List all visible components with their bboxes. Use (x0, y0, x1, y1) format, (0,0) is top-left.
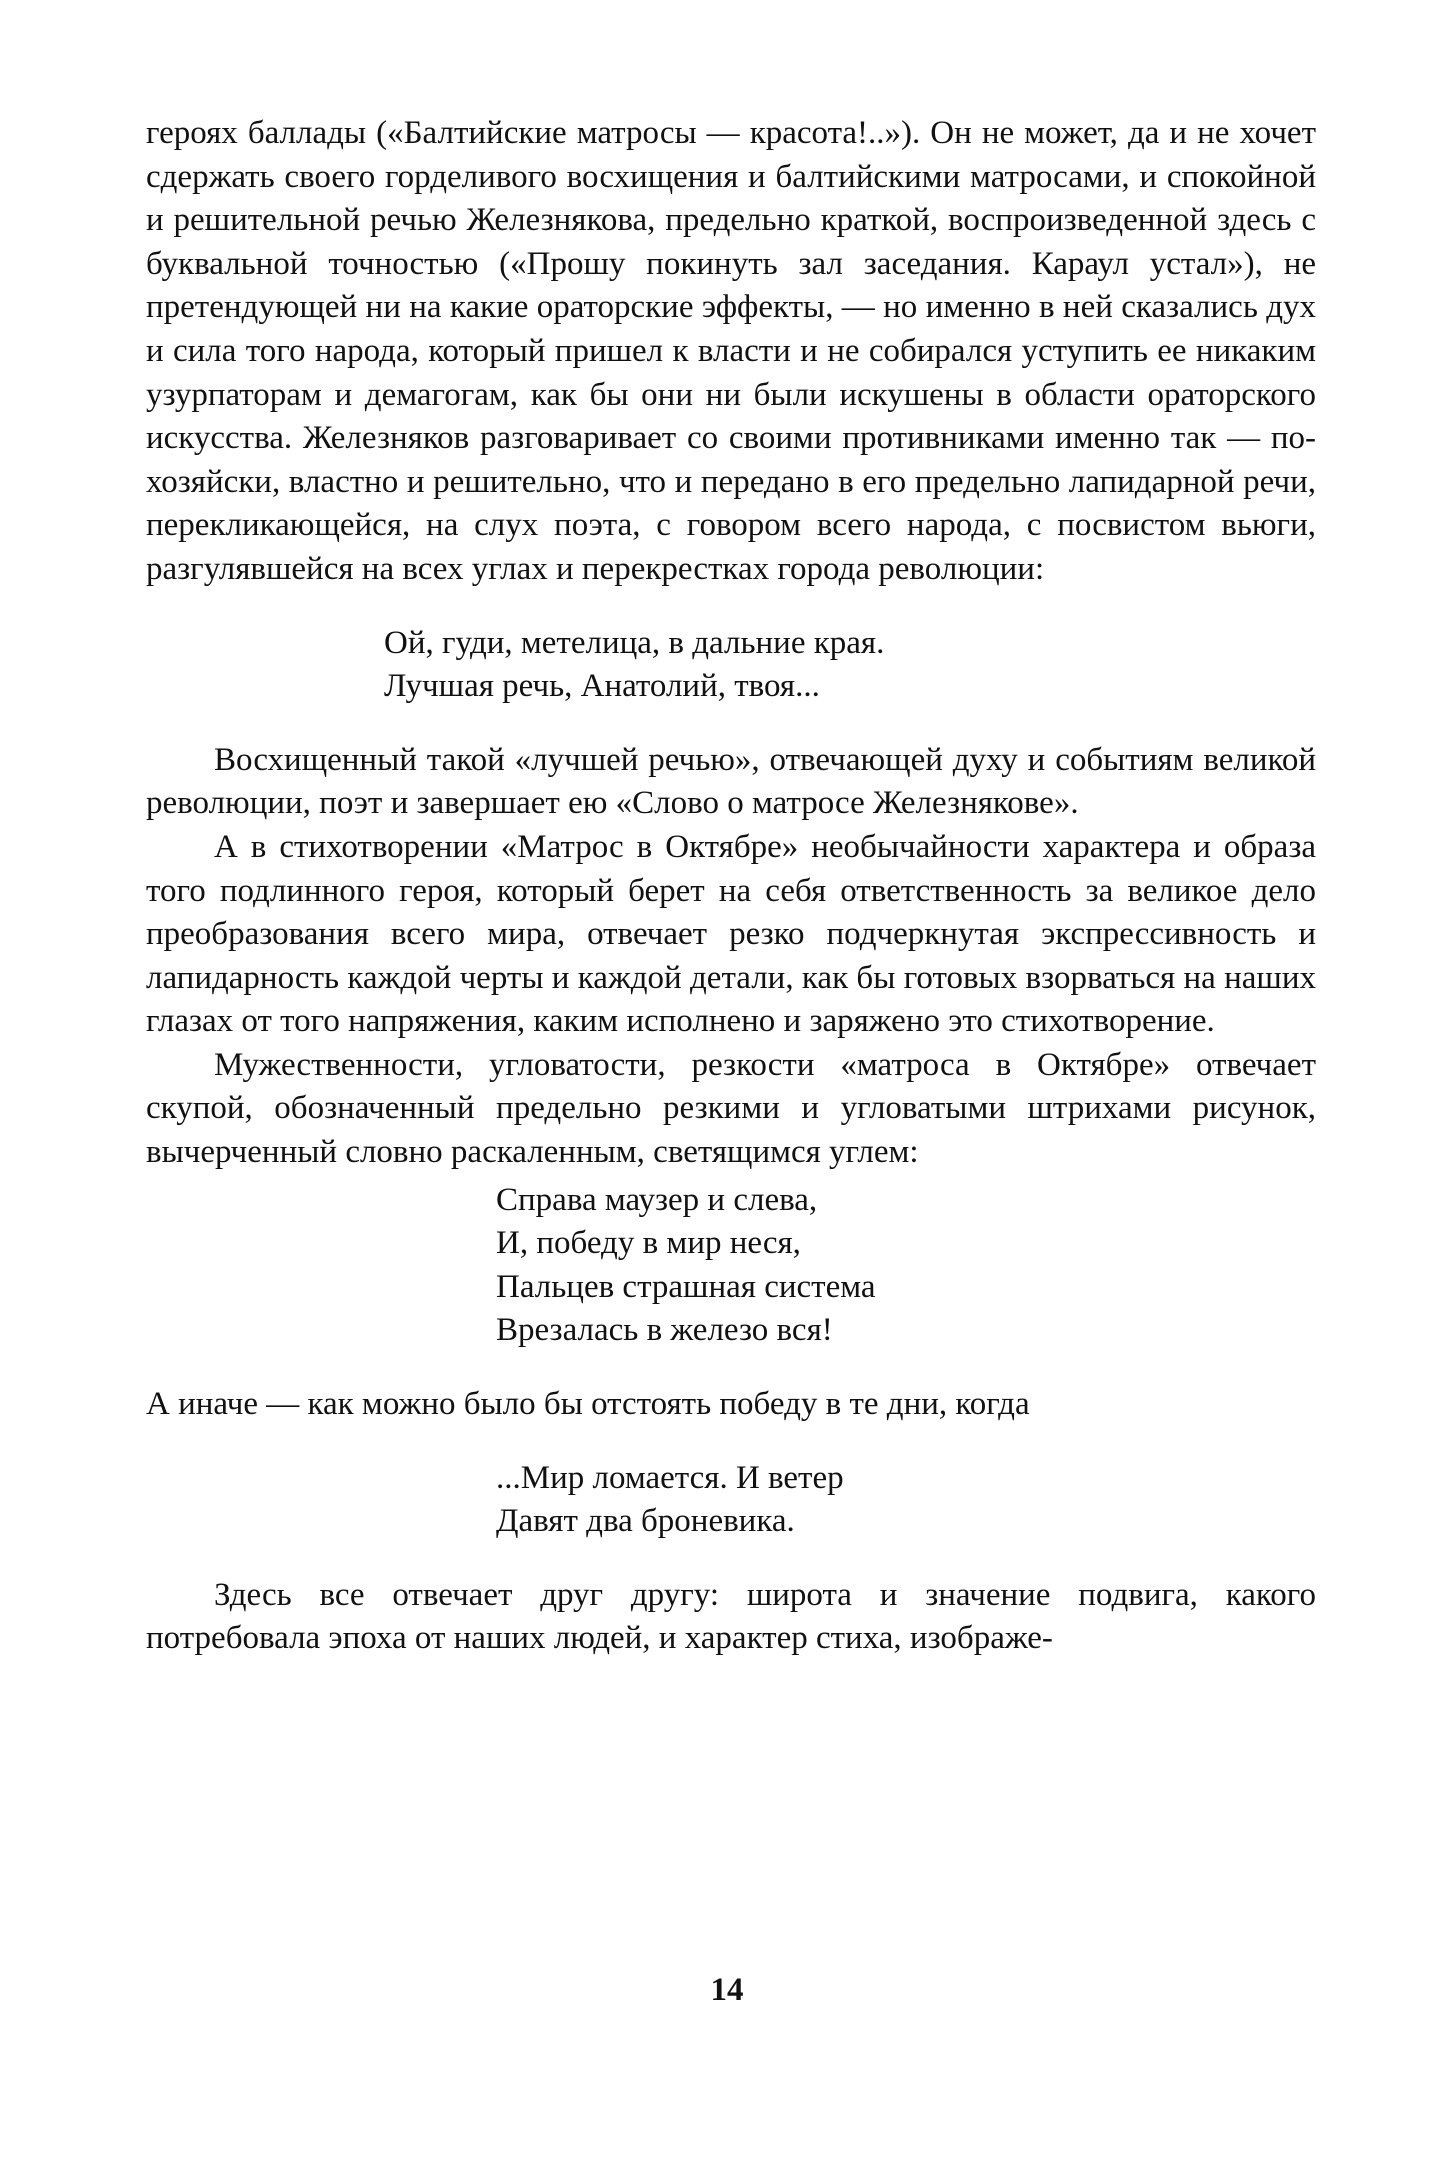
paragraph-3: А в стихотворении «Матрос в Октябре» необычайности характера и образа того подлинного героя, который берет на себя ответственность за великое дело преобразования всего мира, отвечает резко подчеркнутая экспрессивность и лапидарность каждой черты и каждой детали, как бы готовых взорваться на наших глазах от того напряжения, каким исполнено и заряжено это стихотворение. (146, 828, 1316, 1040)
paragraph-6: Здесь все отвечает друг другу: широта и значение подвига, какого потребовала эпоха от наших людей, и характер стиха, изображе- (146, 1576, 1316, 1657)
verse-line: Справа маузер и слева, (496, 1181, 818, 1218)
paragraph-1: героях баллады («Балтийские матросы — красота!..»). Он не может, да и не хочет сдержать своего горделивого восхищения и балтийскими матросами, и спокойной и решительной речью Железнякова, предельно краткой, воспроизведенной здесь с буквальной точностью («Прошу покинуть зал заседания. Караул устал»), не претендующей ни на какие ораторские эффекты, — но именно в ней сказались дух и сила того народа, который пришел к власти и не собирался уступить ее никаким узурпаторам и демагогам, как бы они ни были искушены в области ораторского искусства. Железняков разговаривает со своими противниками именно так — по-хозяйски, властно и решительно, что и передано в его предельно лапидарной речи, перекликающейся, на слух поэта, с говором всего народа, с посвистом вьюги, разгулявшейся на всех углах и перекрестках города революции: (146, 115, 1316, 587)
verse-block-3 (146, 1457, 1316, 1544)
verse-line: Ой, гуди, метелица, в дальние края. (384, 624, 885, 661)
verse-block-2 (146, 1179, 1316, 1353)
verse-line: ...Мир ломается. И ветер (496, 1459, 844, 1496)
verse-line: Лучшая речь, Анатолий, твоя... (384, 668, 820, 705)
page-body (146, 112, 1316, 1661)
verse-line: И, победу в мир неся, (496, 1225, 801, 1262)
verse-line: Врезалась в железо вся! (496, 1312, 833, 1349)
paragraph-2: Восхищенный такой «лучшей речью», отвечающей духу и событиям великой революции, поэт и завершает ею «Слово о матросе Железнякове». (146, 741, 1316, 822)
verse-line: Пальцев страшная система (496, 1268, 876, 1305)
verse-block-1 (146, 622, 1316, 709)
page-number: 14 (710, 1972, 744, 2008)
paragraph-5: А иначе — как можно было бы отстоять победу в те дни, когда (146, 1386, 1030, 1423)
paragraph-4: Мужественности, угловатости, резкости «матроса в Октябре» отвечает скупой, обозначенный предельно резкими и угловатыми штрихами рисунок, вычерченный словно раскаленным, светящимся углем: (146, 1046, 1316, 1171)
verse-line: Давят два броневика. (496, 1503, 795, 1540)
